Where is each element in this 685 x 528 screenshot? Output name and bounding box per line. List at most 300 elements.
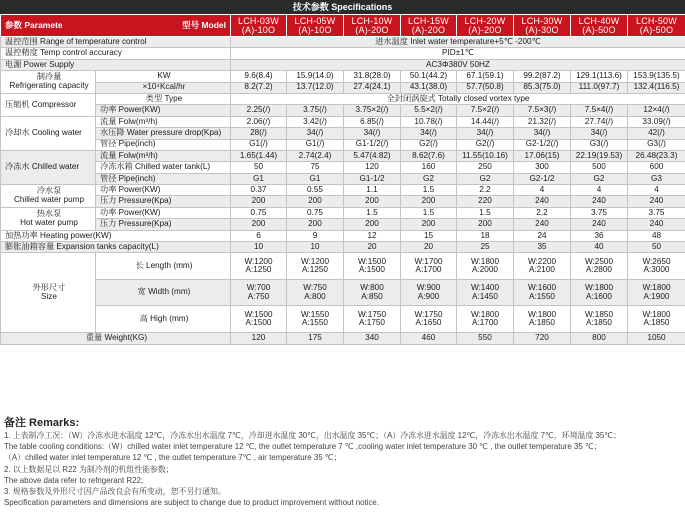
chilled-tank-value: 500: [571, 162, 628, 173]
heating-power-value: 48: [628, 230, 685, 241]
remarks-title: 备注 Remarks:: [4, 417, 80, 429]
width-value: [514, 279, 571, 306]
width-label: 宽 Width (mm): [96, 279, 231, 306]
length-value: [231, 253, 287, 280]
model-name: LCH-40W: [578, 15, 620, 26]
length-value-a: A:1250: [302, 265, 328, 275]
cooling-pipe-value: G1(/): [287, 139, 344, 150]
expansion-tank-value: 10: [231, 242, 287, 253]
spec-row: [1, 71, 685, 82]
weight-value: 550: [457, 332, 514, 344]
height-value-w: W:1500: [244, 309, 273, 319]
length-value-a: A:2100: [529, 265, 555, 275]
heating-power-value: 9: [287, 230, 344, 241]
model-header: [628, 15, 685, 37]
hot-pump-cn: 热水泵: [36, 209, 62, 219]
model-name: LCH-05W: [294, 15, 336, 26]
width-value: [628, 279, 685, 306]
length-value-w: W:1500: [357, 256, 387, 266]
chilled-pipe-value: G1: [231, 173, 287, 184]
chilled-pump-pressure-value: 200: [401, 196, 457, 207]
height-value-w: W:1800: [527, 309, 557, 319]
heating-power-value: 15: [401, 230, 457, 241]
model-variant: (A)-10O: [298, 24, 332, 35]
height-value-w: W:1750: [357, 309, 387, 319]
length-value: [401, 253, 457, 280]
height-value-w: W:1550: [300, 309, 330, 319]
hot-pump-pressure-value: 200: [231, 219, 287, 230]
compressor-power-value: 7.5×3(/): [514, 105, 571, 116]
cooling-pipe-value: G2(/): [401, 139, 457, 150]
chilled-pump-power-value: 1.5: [401, 185, 457, 196]
expansion-tank-value: 50: [628, 242, 685, 253]
compressor-power-value: 3.75(/): [287, 105, 344, 116]
chilled-pump-pressure-value: 220: [457, 196, 514, 207]
length-value-w: W:2650: [642, 256, 671, 266]
height-value: [401, 306, 457, 333]
chilled-tank-value: 160: [401, 162, 457, 173]
compressor-power-value: 7.5×4(/): [571, 105, 628, 116]
spec-row: [1, 15, 685, 37]
capacity-kw-value: 153.9(135.5): [628, 71, 685, 82]
hot-pump-power-value: 3.75: [571, 207, 628, 218]
chilled-flow-value: 1.65(1.44): [231, 150, 287, 161]
chilled-pump-pressure-value: 240: [514, 196, 571, 207]
cooling-drop-label: 水压降 Water pressure drop(Kpa): [96, 128, 231, 139]
chilled-pump-cn: 冷水泵: [36, 186, 62, 196]
compressor-type-value: 全封闭涡旋式 Totally closed vortex type: [231, 93, 685, 104]
spec-row: [1, 332, 685, 344]
chilled-pump-power-value: 0.37: [231, 185, 287, 196]
width-value-w: W:800: [360, 283, 384, 293]
spec-row: [1, 207, 685, 218]
header-param-model: [1, 15, 231, 37]
model-header: [514, 15, 571, 37]
cooling-flow-value: 2.06(/): [231, 116, 287, 127]
chilled-water-group: 冷冻水 Chilled water: [1, 150, 96, 184]
chilled-pump-pressure-value: 200: [287, 196, 344, 207]
capacity-kw-value: 31.8(28.0): [344, 71, 401, 82]
capacity-kcal-value: 27.4(24.1): [344, 82, 401, 93]
header-labels: [3, 21, 228, 30]
capacity-kw-value: 50.1(44.2): [401, 71, 457, 82]
remark-line: 3. 规格参数及外形尺寸因产品改良会有所变动，恕不另行通知。: [4, 487, 226, 497]
compressor-group: 压缩机 Compressor: [1, 93, 96, 116]
hot-pump-power-value: 1.5: [344, 207, 401, 218]
model-name: LCH-10W: [351, 15, 393, 26]
chilled-pump-power-label: 功率 Power(KW): [96, 185, 231, 196]
hot-pump-power-value: 1.5: [401, 207, 457, 218]
chilled-pipe-label: 管径 Pipe(inch): [96, 173, 231, 184]
chilled-tank-value: 75: [287, 162, 344, 173]
cooling-flow-value: 10.78(/): [401, 116, 457, 127]
chilled-pipe-value: G1: [287, 173, 344, 184]
chilled-pump-power-value: 4: [628, 185, 685, 196]
chilled-pump-pressure-label: 压力 Pressure(Kpa): [96, 196, 231, 207]
height-value: [457, 306, 514, 333]
height-value-a: A:1650: [415, 318, 442, 328]
length-value: [514, 253, 571, 280]
expansion-tank-label: 膨胀油箱容量 Expansion tanks capacity(L): [1, 242, 231, 253]
chilled-tank-value: 120: [344, 162, 401, 173]
remark-line: 2. 以上数据是以 R22 为制冷剂的机组性能参数；: [4, 464, 174, 474]
cooling-drop-value: 34(/): [457, 128, 514, 139]
chilled-pump-pressure-value: 200: [231, 196, 287, 207]
chilled-pump-power-value: 0.55: [287, 185, 344, 196]
spec-row: [1, 37, 685, 48]
length-value-w: W:2500: [584, 256, 614, 266]
spec-row: [1, 59, 685, 70]
width-value: [287, 279, 344, 306]
height-value-w: W:1800: [470, 309, 500, 319]
chilled-pipe-value: G1-1/2: [344, 173, 401, 184]
temp-range-value: 进水温度 Inlet water temperature+5℃ -200℃: [231, 37, 685, 48]
capacity-group: [1, 71, 96, 94]
capacity-unit-kw: KW: [96, 71, 231, 82]
remark-line: 1. 上表制冷工况：（W）冷冻水进水温度 12℃，冷冻水出水温度 7℃，冷却进水温度 30℃，出水温度 35℃；（A）冷冻水进水温度 12℃，冷冻水出水温度 7℃，环境温度 35℃；: [4, 431, 622, 440]
width-value-a: A:750: [247, 291, 270, 301]
compressor-power-value: 5.5×2(/): [401, 105, 457, 116]
length-value-a: A:1250: [245, 265, 272, 275]
spec-row: [1, 93, 685, 104]
chilled-flow-value: 22.19(19.53): [571, 150, 628, 161]
spec-row: [1, 105, 685, 116]
chilled-pump-en: Chilled water pump: [13, 194, 85, 204]
length-value-a: A:2800: [586, 265, 612, 275]
model-label: 型号 Model: [182, 20, 226, 31]
capacity-kw-value: 9.6(8.4): [231, 71, 287, 82]
chilled-flow-value: 2.74(2.4): [287, 150, 344, 161]
cooling-water-group: 冷却水 Cooling water: [1, 116, 96, 150]
capacity-kw-value: 99.2(87.2): [514, 71, 571, 82]
capacity-group-en: Refrigerating capacity: [9, 81, 89, 91]
chilled-pump-pressure-value: 200: [344, 196, 401, 207]
cooling-flow-value: 6.85(/): [344, 116, 401, 127]
weight-value: 340: [344, 332, 401, 344]
capacity-unit-kcal: ×10⁴Kcal/hr: [96, 82, 231, 93]
width-value-w: W:900: [416, 283, 441, 293]
capacity-kcal-value: 57.7(50.8): [457, 82, 514, 93]
width-value: [231, 279, 287, 306]
hot-pump-pressure-label: 压力 Pressure(Kpa): [96, 219, 231, 230]
spec-row: [1, 306, 685, 333]
hot-pump-power-label: 功率 Power(KW): [96, 207, 231, 218]
height-value: [231, 306, 287, 333]
chilled-tank-label: 冷冻水箱 Chilled water tank(L): [96, 162, 231, 173]
width-value-w: W:1800: [584, 283, 614, 293]
expansion-tank-value: 40: [571, 242, 628, 253]
width-value-a: A:1450: [472, 291, 498, 301]
width-value: [571, 279, 628, 306]
hot-pump-pressure-value: 200: [457, 219, 514, 230]
chilled-flow-value: 11.55(10.16): [457, 150, 514, 161]
cooling-pipe-value: G3(/): [571, 139, 628, 150]
weight-value: 460: [401, 332, 457, 344]
power-supply-value: AC3Φ380V 50HZ: [231, 59, 685, 70]
height-value: [344, 306, 401, 333]
chilled-flow-label: 流量 Folw(m³/h): [96, 150, 231, 161]
spec-row: [1, 185, 685, 196]
weight-value: 720: [514, 332, 571, 344]
sheet-title: 技术参数 Specifications: [0, 0, 685, 14]
width-value: [344, 279, 401, 306]
cooling-drop-value: 34(/): [401, 128, 457, 139]
length-value-a: A:1500: [359, 265, 385, 275]
height-value-a: A:1750: [359, 318, 385, 328]
width-value-a: A:1600: [586, 291, 612, 301]
spec-table: [0, 14, 685, 345]
chilled-pump-power-value: 2.2: [457, 185, 514, 196]
chilled-pipe-value: G2: [457, 173, 514, 184]
chilled-tank-value: 600: [628, 162, 685, 173]
spec-row: [1, 219, 685, 230]
weight-value: 175: [287, 332, 344, 344]
chilled-pipe-value: G2: [571, 173, 628, 184]
heating-power-value: 18: [457, 230, 514, 241]
hot-pump-pressure-value: 200: [287, 219, 344, 230]
hot-pump-pressure-value: 240: [628, 219, 685, 230]
compressor-power-value: 12×4(/): [628, 105, 685, 116]
spec-row: [1, 82, 685, 93]
remark-line: The above data refer to refrigerant R22;: [4, 475, 144, 485]
chilled-flow-value: 5.47(4.82): [344, 150, 401, 161]
hot-pump-power-value: 1.5: [457, 207, 514, 218]
length-value-a: A:3000: [643, 265, 670, 275]
cooling-flow-value: 33.09(/): [628, 116, 685, 127]
model-name: LCH-03W: [238, 15, 279, 26]
length-value-w: W:1200: [300, 256, 330, 266]
height-value-a: A:1550: [302, 318, 328, 328]
chilled-pipe-value: G2: [401, 173, 457, 184]
cooling-flow-value: 21.32(/): [514, 116, 571, 127]
compressor-power-value: 3.75×2(/): [344, 105, 401, 116]
height-value-w: W:1750: [414, 309, 443, 319]
chilled-flow-value: 17.06(15): [514, 150, 571, 161]
model-header: [287, 15, 344, 37]
length-value-w: W:1200: [244, 256, 273, 266]
model-variant: (A)-20O: [411, 24, 446, 35]
spec-row: [1, 150, 685, 161]
width-value-w: W:750: [303, 283, 327, 293]
height-value: [287, 306, 344, 333]
spec-row: [1, 162, 685, 173]
size-group-cn: 外形尺寸: [32, 283, 66, 293]
size-group: [1, 253, 96, 333]
hot-pump-en: Hot water pump: [20, 217, 78, 227]
chilled-pump-power-value: 1.1: [344, 185, 401, 196]
model-variant: (A)-30O: [525, 24, 559, 35]
model-name: LCH-20W: [464, 15, 506, 26]
length-label: 长 Length (mm): [96, 253, 231, 280]
hot-pump-pressure-value: 240: [514, 219, 571, 230]
spec-row: [1, 116, 685, 127]
compressor-power-label: 功率 Power(KW): [96, 105, 231, 116]
remark-line: The table cooling conditions:（W）chilled water inlet temperature 12 ℃, the outlet temperature 7 ℃ ,cooling water inlet temperature 30 ℃ , the outlet temperature 35 ℃；: [4, 442, 602, 452]
height-value-a: A:1500: [245, 318, 272, 328]
capacity-kcal-value: 13.7(12.0): [287, 82, 344, 93]
spec-row: [1, 253, 685, 280]
capacity-kcal-value: 132.4(116.5): [628, 82, 685, 93]
expansion-tank-value: 20: [401, 242, 457, 253]
compressor-power-value: 7.5×2(/): [457, 105, 514, 116]
length-value-w: W:1700: [414, 256, 443, 266]
chilled-flow-value: 8.62(7.6): [401, 150, 457, 161]
model-variant: (A)-20O: [468, 24, 502, 35]
capacity-kw-value: 129.1(113.6): [571, 71, 628, 82]
cooling-pipe-value: G1(/): [231, 139, 287, 150]
width-value-a: A:1550: [529, 291, 555, 301]
width-value-a: A:800: [304, 291, 326, 301]
height-value-w: W:1850: [584, 309, 614, 319]
capacity-kcal-value: 111.0(97.7): [571, 82, 628, 93]
chilled-pipe-value: G3: [628, 173, 685, 184]
cooling-pipe-value: G2-1/2(/): [514, 139, 571, 150]
model-header: [571, 15, 628, 37]
chilled-flow-value: 26.48(23.3): [628, 150, 685, 161]
height-value-a: A:1850: [529, 318, 555, 328]
spec-row: [1, 242, 685, 253]
cooling-pipe-value: G1-1/2(/): [344, 139, 401, 150]
param-label: 参数 Paramete: [5, 20, 63, 31]
width-value: [457, 279, 514, 306]
model-name: LCH-15W: [408, 15, 449, 26]
length-value: [287, 253, 344, 280]
remark-line: （A）chilled water inlet temperature 12 ℃ , the outlet temperature 7℃ , air temperature 35 ℃；: [4, 453, 342, 463]
cooling-pipe-label: 管径 Pipe(inch): [96, 139, 231, 150]
model-variant: (A)-50O: [639, 24, 674, 35]
spec-row: [1, 196, 685, 207]
width-value: [401, 279, 457, 306]
chilled-pipe-value: G2-1/2: [514, 173, 571, 184]
spec-row: [1, 139, 685, 150]
cooling-flow-value: 14.44(/): [457, 116, 514, 127]
cooling-drop-value: 28(/): [231, 128, 287, 139]
cooling-flow-value: 27.74(/): [571, 116, 628, 127]
temp-range-label: 温控范围 Range of temperature control: [1, 37, 231, 48]
width-value-a: A:1900: [643, 291, 670, 301]
model-name: LCH-50W: [636, 15, 677, 26]
chilled-tank-value: 50: [231, 162, 287, 173]
width-value-w: W:1800: [642, 283, 671, 293]
height-value-w: W:1800: [642, 309, 671, 319]
spec-row: [1, 173, 685, 184]
hot-pump-group: [1, 207, 96, 230]
width-value-w: W:700: [246, 283, 271, 293]
chilled-pump-pressure-value: 240: [628, 196, 685, 207]
height-value: [571, 306, 628, 333]
spec-row: [1, 48, 685, 59]
compressor-type-label: 类型 Type: [96, 93, 231, 104]
capacity-kw-value: 67.1(59.1): [457, 71, 514, 82]
capacity-kcal-value: 8.2(7.2): [231, 82, 287, 93]
capacity-kcal-value: 85.3(75.0): [514, 82, 571, 93]
capacity-kw-value: 15.9(14.0): [287, 71, 344, 82]
height-value-a: A:1850: [643, 318, 670, 328]
height-value: [514, 306, 571, 333]
cooling-drop-value: 34(/): [344, 128, 401, 139]
capacity-kcal-value: 43.1(38.0): [401, 82, 457, 93]
weight-value: 120: [231, 332, 287, 344]
hot-pump-power-value: 3.75: [628, 207, 685, 218]
hot-pump-pressure-value: 200: [344, 219, 401, 230]
length-value: [457, 253, 514, 280]
chilled-pump-power-value: 4: [514, 185, 571, 196]
heating-power-label: 加热功率 Heating power(KW): [1, 230, 231, 241]
temp-accuracy-value: PID±1℃: [231, 48, 685, 59]
length-value-w: W:2200: [527, 256, 557, 266]
remark-line: Specification parameters and dimensions are subject to change due to product improvement without notice.: [4, 498, 380, 508]
cooling-pipe-value: G2(/): [457, 139, 514, 150]
weight-label: 重量 Weight(KG): [1, 332, 231, 344]
model-variant: (A)-10O: [241, 24, 276, 35]
length-value-w: W:1800: [470, 256, 500, 266]
expansion-tank-value: 35: [514, 242, 571, 253]
height-value-a: A:1700: [472, 318, 498, 328]
hot-pump-power-value: 0.75: [287, 207, 344, 218]
spec-row: [1, 279, 685, 306]
expansion-tank-value: 25: [457, 242, 514, 253]
width-value-a: A:850: [361, 291, 383, 301]
heating-power-value: 36: [571, 230, 628, 241]
cooling-drop-value: 34(/): [571, 128, 628, 139]
hot-pump-pressure-value: 240: [571, 219, 628, 230]
hot-pump-pressure-value: 200: [401, 219, 457, 230]
power-supply-label: 电源 Power Supply: [1, 59, 231, 70]
cooling-pipe-value: G3(/): [628, 139, 685, 150]
heating-power-value: 12: [344, 230, 401, 241]
length-value: [571, 253, 628, 280]
cooling-drop-value: 34(/): [514, 128, 571, 139]
cooling-flow-value: 3.42(/): [287, 116, 344, 127]
chilled-pump-group: [1, 185, 96, 208]
expansion-tank-value: 20: [344, 242, 401, 253]
width-value-a: A:900: [417, 291, 440, 301]
heating-power-value: 24: [514, 230, 571, 241]
length-value-a: A:2000: [472, 265, 498, 275]
width-value-w: W:1600: [527, 283, 557, 293]
length-value: [344, 253, 401, 280]
cooling-drop-value: 42(/): [628, 128, 685, 139]
heating-power-value: 6: [231, 230, 287, 241]
length-value-a: A:1700: [415, 265, 442, 275]
height-value: [628, 306, 685, 333]
chilled-tank-value: 300: [514, 162, 571, 173]
weight-value: 1050: [628, 332, 685, 344]
model-variant: (A)-20O: [355, 24, 389, 35]
spec-row: [1, 128, 685, 139]
capacity-group-cn: 制冷量: [36, 72, 62, 82]
hot-pump-power-value: 2.2: [514, 207, 571, 218]
size-group-en: Size: [41, 291, 57, 301]
chilled-pump-pressure-value: 240: [571, 196, 628, 207]
model-name: LCH-30W: [521, 15, 563, 26]
remarks-lines: [4, 430, 682, 508]
cooling-drop-value: 34(/): [287, 128, 344, 139]
model-header: [457, 15, 514, 37]
remarks: [4, 416, 682, 508]
weight-value: 800: [571, 332, 628, 344]
model-header: [231, 15, 287, 37]
model-header: [401, 15, 457, 37]
chilled-pump-power-value: 4: [571, 185, 628, 196]
spec-row: [1, 230, 685, 241]
expansion-tank-value: 10: [287, 242, 344, 253]
compressor-power-value: 2.25(/): [231, 105, 287, 116]
width-value-w: W:1400: [470, 283, 500, 293]
height-label: 高 High (mm): [96, 306, 231, 333]
model-variant: (A)-50O: [582, 24, 616, 35]
model-header: [344, 15, 401, 37]
